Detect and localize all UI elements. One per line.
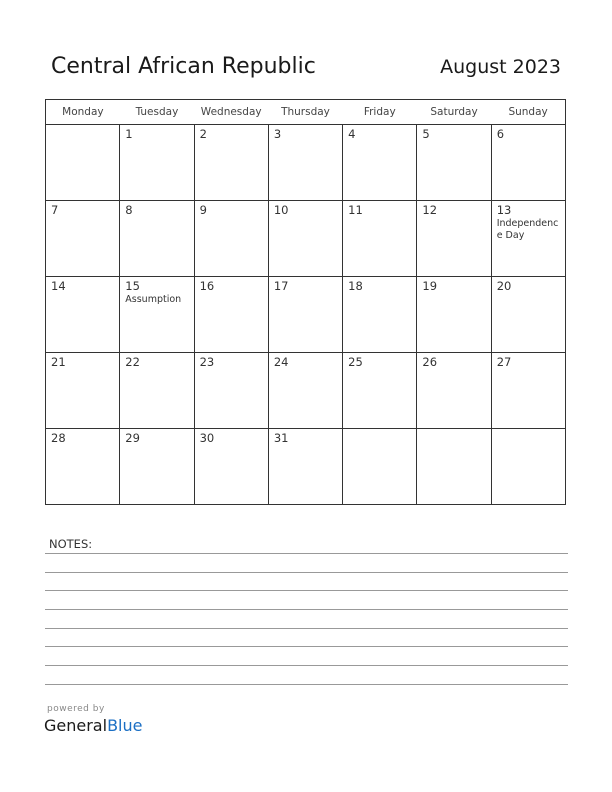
brand-blue-text: Blue [107, 716, 143, 735]
calendar-week-row [46, 125, 566, 201]
day-cell [343, 125, 417, 201]
day-number: 5 [422, 127, 430, 141]
brand-general-text: General [44, 716, 108, 735]
day-cell [268, 201, 342, 277]
day-cell [120, 201, 194, 277]
day-number: 23 [199, 355, 215, 369]
day-number: 4 [348, 127, 356, 141]
day-number: 2 [199, 127, 207, 141]
weekday-tuesday: Tuesday [120, 100, 194, 125]
day-number: 18 [348, 279, 363, 293]
day-cell [491, 353, 565, 429]
day-number: 24 [273, 355, 289, 369]
day-cell [120, 125, 194, 201]
day-number: 12 [422, 203, 438, 217]
holiday-label: Assumption [125, 294, 182, 305]
month-year-title: August 2023 [440, 56, 561, 78]
weekday-friday: Friday [343, 100, 417, 125]
weekday-wednesday: Wednesday [194, 100, 268, 125]
empty-day-cell [491, 429, 565, 505]
empty-day-cell [46, 125, 120, 201]
day-number: 31 [273, 431, 289, 445]
day-cell [343, 353, 417, 429]
note-line [45, 590, 568, 591]
day-cell [268, 353, 342, 429]
holiday-label: Independence Day [496, 218, 559, 241]
day-cell [491, 201, 565, 277]
note-line [45, 665, 568, 666]
day-number: 7 [51, 203, 59, 217]
day-number: 11 [348, 203, 363, 217]
empty-day-cell [417, 429, 491, 505]
day-number: 26 [422, 355, 438, 369]
day-number: 14 [51, 279, 66, 293]
note-line [45, 646, 568, 647]
day-cell [194, 125, 268, 201]
note-line [45, 572, 568, 573]
day-number: 6 [496, 127, 505, 141]
day-number: 20 [496, 279, 512, 293]
day-number: 1 [125, 127, 133, 141]
calendar-week-row [46, 201, 566, 277]
day-cell [46, 353, 120, 429]
day-number: 16 [199, 279, 215, 293]
day-number: 22 [125, 355, 140, 369]
weekday-monday: Monday [46, 100, 120, 125]
day-number: 27 [496, 355, 512, 369]
empty-day-cell [343, 429, 417, 505]
day-number: 9 [199, 203, 207, 217]
day-cell [46, 201, 120, 277]
day-cell [194, 201, 268, 277]
day-number: 10 [273, 203, 289, 217]
day-cell [268, 125, 342, 201]
notes-label: NOTES: [49, 537, 93, 551]
weekday-header-row [46, 100, 566, 125]
day-cell [268, 429, 342, 505]
day-cell [491, 125, 565, 201]
note-line [45, 609, 568, 610]
weekday-sunday: Sunday [491, 100, 565, 125]
day-number: 25 [348, 355, 363, 369]
weekday-thursday: Thursday [268, 100, 342, 125]
day-cell [343, 201, 417, 277]
powered-by-label: powered by [47, 704, 105, 714]
weekday-saturday: Saturday [417, 100, 491, 125]
day-number: 28 [51, 431, 66, 445]
day-number: 13 [496, 203, 512, 217]
day-number: 29 [125, 431, 140, 445]
calendar-week-row [46, 353, 566, 429]
day-cell [120, 277, 194, 353]
calendar-week-row [46, 429, 566, 505]
day-number: 8 [125, 203, 133, 217]
day-cell [46, 429, 120, 505]
day-cell [120, 353, 194, 429]
note-line [45, 684, 568, 685]
day-cell [417, 353, 491, 429]
day-number: 19 [422, 279, 438, 293]
country-title: Central African Republic [51, 54, 316, 79]
calendar-grid [45, 99, 566, 505]
day-cell [417, 125, 491, 201]
day-number: 17 [273, 279, 289, 293]
day-number: 21 [51, 355, 66, 369]
calendar-week-row [46, 277, 566, 353]
generalblue-logo[interactable] [44, 716, 142, 735]
day-cell [491, 277, 565, 353]
day-cell [46, 277, 120, 353]
note-line [45, 628, 568, 629]
day-cell [268, 277, 342, 353]
day-cell [417, 277, 491, 353]
day-cell [194, 429, 268, 505]
note-line [45, 553, 568, 554]
day-number: 30 [199, 431, 215, 445]
day-cell [194, 353, 268, 429]
day-cell [120, 429, 194, 505]
day-cell [417, 201, 491, 277]
day-number: 3 [273, 127, 282, 141]
day-cell [194, 277, 268, 353]
day-cell [343, 277, 417, 353]
day-number: 15 [125, 279, 140, 293]
